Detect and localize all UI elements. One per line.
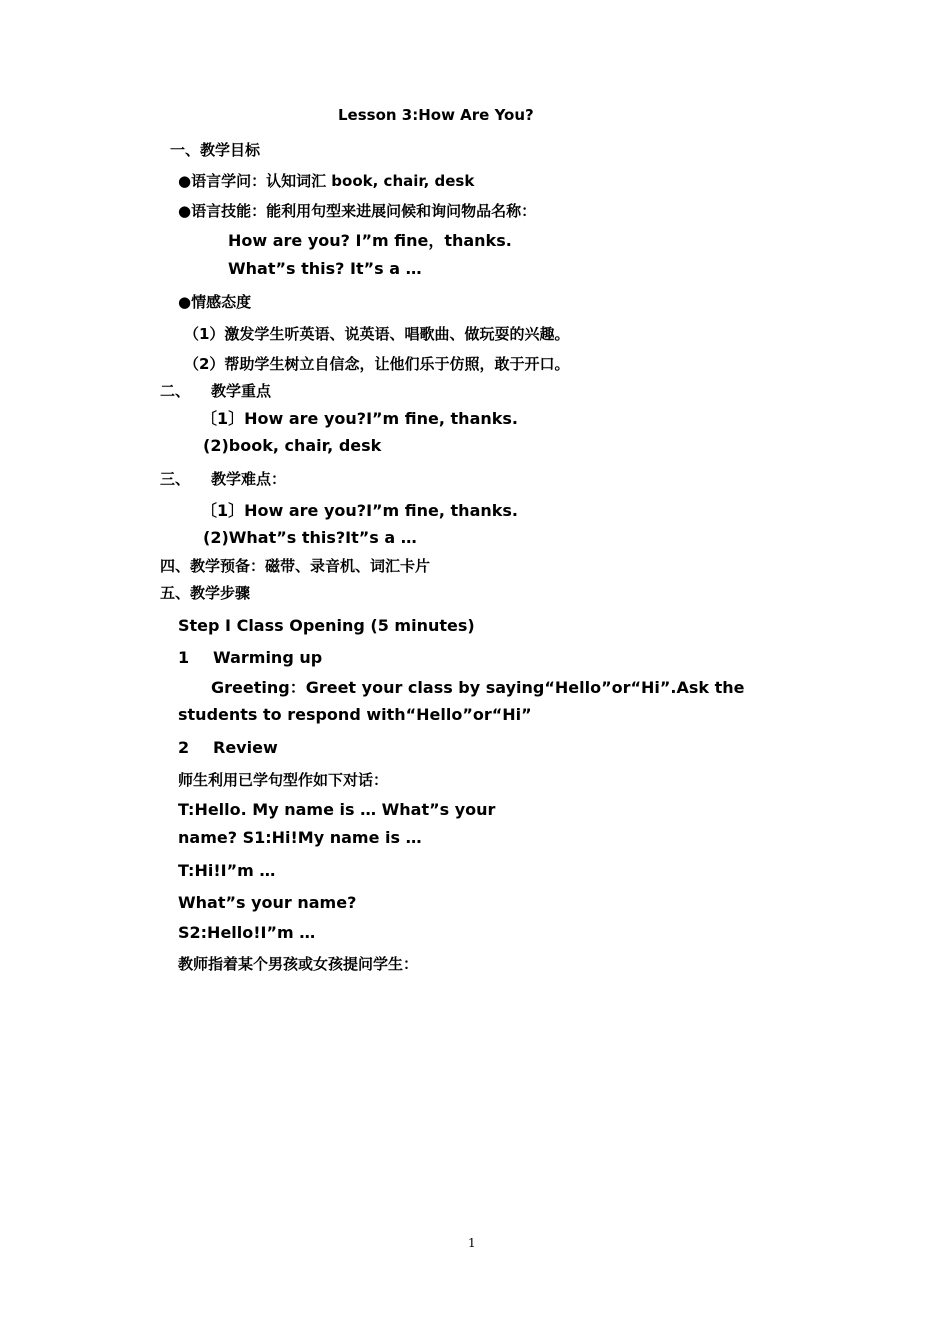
objective-skills: ●语言技能：能利用句型来进展问候和询问物品名称： — [178, 202, 537, 220]
section-heading-objectives: 一、教学目标 — [170, 141, 261, 159]
section-heading-difficulties: 教学难点： — [211, 470, 287, 488]
attitude-item-1: （1）激发学生听英语、说英语、唱歌曲、做玩耍的兴趣。 — [184, 325, 570, 343]
dialog-line-1a: T:Hello. My name is … What”s your — [178, 800, 496, 819]
dialog-line-4: S2:Hello!I”m … — [178, 923, 316, 942]
greeting-line-1: Greeting：Greet your class by saying“Hello”or“Hi”.Ask the — [211, 678, 745, 697]
skills-example-2: What”s this? It”s a … — [228, 259, 422, 278]
sub-step-2-number: 2 — [178, 738, 190, 757]
skills-example-1: How are you? I”m fine，thanks. — [228, 231, 512, 250]
section-heading-steps: 五、教学步骤 — [160, 584, 251, 602]
section-heading-key-points: 教学重点 — [211, 382, 272, 400]
closing-instruction: 教师指着某个男孩或女孩提问学生： — [178, 955, 419, 973]
dialog-line-1b: name? S1:Hi!My name is … — [178, 828, 422, 847]
key-point-1: 〔1〕How are you?I”m fine, thanks. — [201, 409, 519, 428]
step-1-heading: Step I Class Opening (5 minutes) — [178, 616, 475, 635]
page-number: 1 — [468, 1236, 476, 1250]
section-heading-difficulties-number: 三、 — [160, 470, 191, 488]
objective-knowledge: ●语言学问：认知词汇 book, chair, desk — [178, 172, 475, 190]
lesson-title: Lesson 3:How Are You? — [338, 106, 534, 124]
sub-step-2-title: Review — [213, 738, 278, 757]
difficulty-2: (2)What”s this?It”s a … — [203, 528, 417, 547]
difficulty-1: 〔1〕How are you?I”m fine, thanks. — [201, 501, 519, 520]
dialog-line-2: T:Hi!I”m … — [178, 861, 276, 880]
section-heading-preparation: 四、教学预备：磁带、录音机、词汇卡片 — [160, 557, 431, 575]
sub-step-1-title: Warming up — [213, 648, 323, 667]
objective-attitude: ●情感态度 — [178, 293, 252, 311]
review-intro: 师生利用已学句型作如下对话： — [178, 771, 389, 789]
sub-step-1-number: 1 — [178, 648, 190, 667]
greeting-line-2: students to respond with“Hello”or“Hi” — [178, 705, 532, 724]
key-point-2: (2)book, chair, desk — [203, 436, 382, 455]
section-heading-key-points-number: 二、 — [160, 382, 191, 400]
attitude-item-2: （2）帮助学生树立自信念，让他们乐于仿照，敢于开口。 — [184, 355, 570, 373]
dialog-line-3: What”s your name? — [178, 893, 357, 912]
